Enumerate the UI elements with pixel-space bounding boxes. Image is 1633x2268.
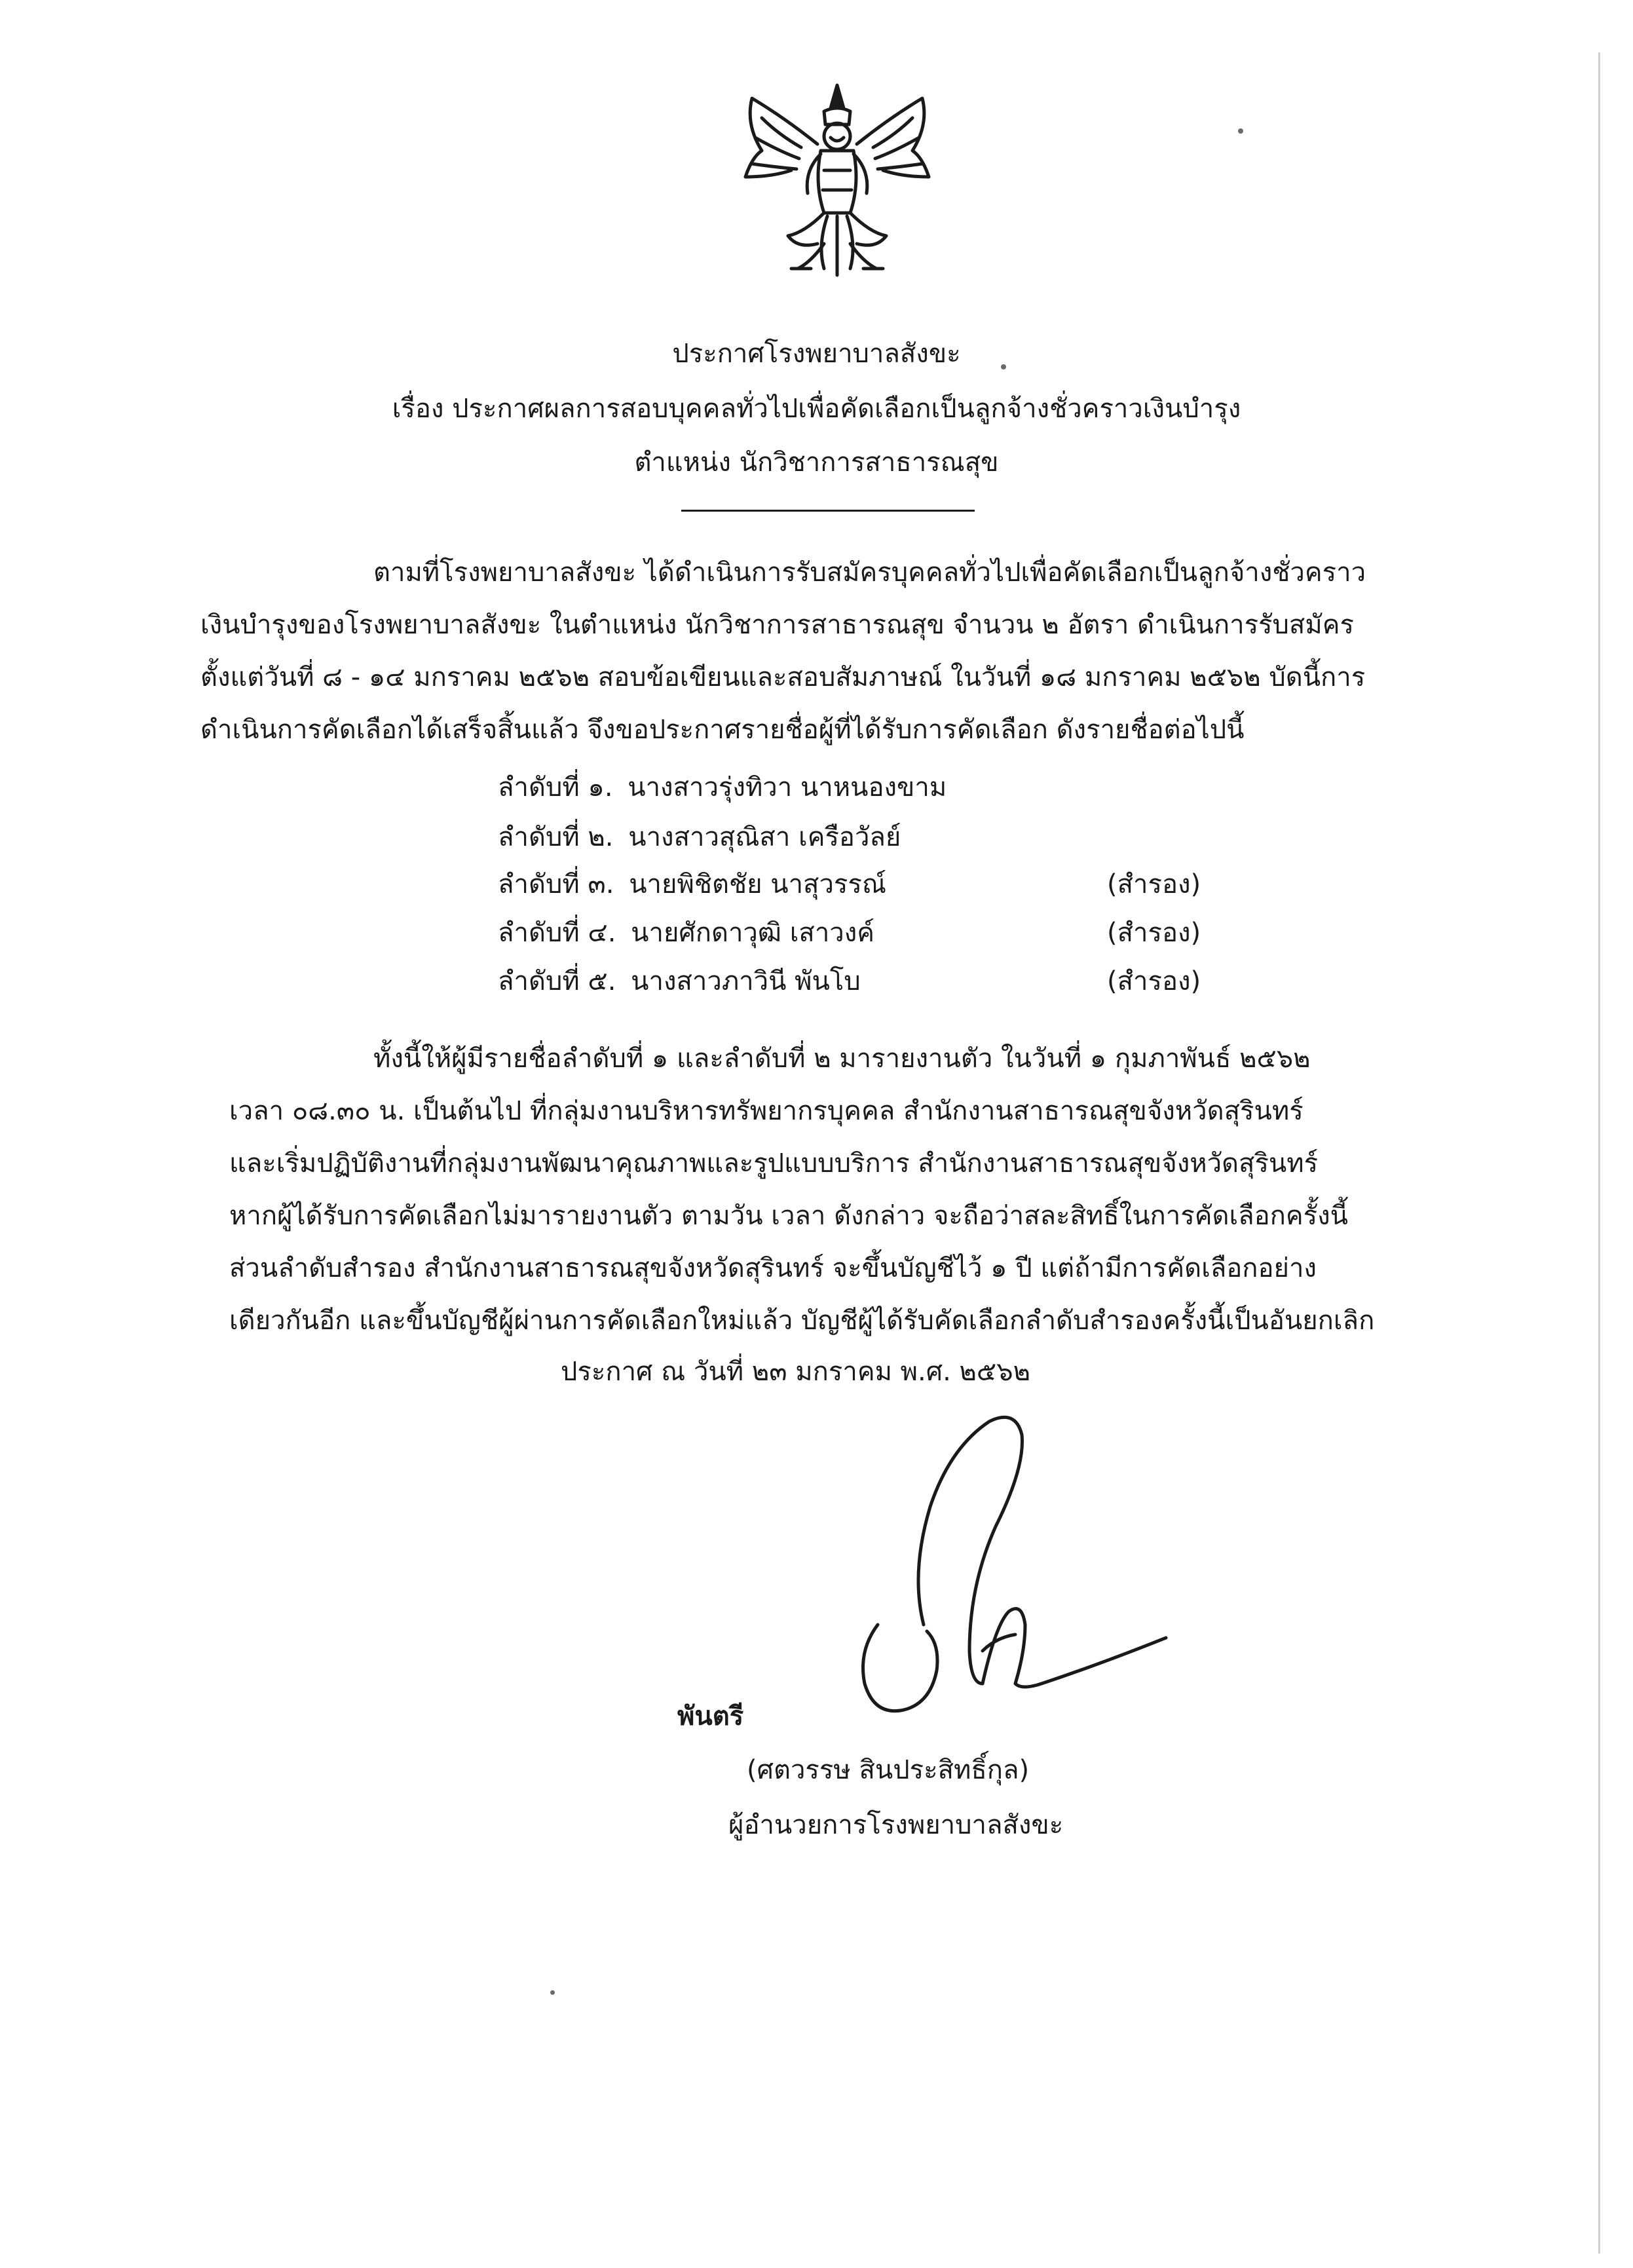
signatory-name: (ศตวรรษ สินประสิทธิ์กุล) (747, 1755, 1030, 1785)
list-item (498, 818, 901, 857)
candidate-note: (สำรอง) (1107, 918, 1201, 948)
scan-speck (550, 1990, 555, 1995)
intro-line-3: ตั้งแต่วันที่ ๘ - ๑๔ มกราคม ๒๕๖๒ สอบข้อเขียนและสอบสัมภาษณ์ ในวันที่ ๑๘ มกราคม ๒๕๖๒ บัดนี้การ (200, 662, 1366, 692)
candidate-order: ลำดับที่ ๔. (498, 918, 616, 948)
signatory-rank: พันตรี (677, 1701, 744, 1731)
instructions-line-5: ส่วนลำดับสำรอง สำนักงานสาธารณสุขจังหวัดสุรินทร์ จะขึ้นบัญชีไว้ ๑ ปี แต่ถ้ามีการคัดเลือกอย่าง (229, 1253, 1317, 1283)
instructions-line-1: ทั้งนี้ให้ผู้มีรายชื่อลำดับที่ ๑ และลำดับที่ ๒ มารายงานตัว ในวันที่ ๑ กุมภาพันธ์ ๒๕๖๒ (373, 1044, 1311, 1074)
signatory-title: ผู้อำนวยการโรงพยาบาลสังขะ (728, 1810, 1064, 1840)
garuda-emblem-icon (726, 72, 948, 295)
candidate-order: ลำดับที่ ๕. (498, 966, 616, 996)
scan-edge-line (1598, 52, 1600, 2254)
list-item (498, 913, 874, 953)
candidate-name: นายพิชิตชัย นาสุวรรณ์ (629, 869, 886, 899)
header-subject: เรื่อง ประกาศผลการสอบบุคคลทั่วไปเพื่อคัดเลือกเป็นลูกจ้างชั่วคราวเงินบำรุง (392, 394, 1241, 424)
instructions-line-2: เวลา ๐๘.๓๐ น. เป็นต้นไป ที่กลุ่มงานบริหารทรัพยากรบุคคล สำนักงานสาธารณสุขจังหวัดสุรินทร์ (229, 1096, 1304, 1126)
instructions-line-3: และเริ่มปฏิบัติงานที่กลุ่มงานพัฒนาคุณภาพและรูปแบบบริการ สำนักงานสาธารณสุขจังหวัดสุรินทร์ (229, 1148, 1319, 1179)
candidate-order: ลำดับที่ ๑. (498, 772, 613, 803)
intro-line-2: เงินบำรุงของโรงพยาบาลสังขะ ในตำแหน่ง นักวิชาการสาธารณสุข จำนวน ๒ อัตรา ดำเนินการรับสมัคร (200, 610, 1354, 640)
scan-speck (1001, 364, 1006, 369)
announcement-date: ประกาศ ณ วันที่ ๒๓ มกราคม พ.ศ. ๒๕๖๒ (561, 1357, 1030, 1387)
scan-speck (1238, 128, 1243, 134)
list-item (498, 962, 861, 1001)
instructions-line-4: หากผู้ได้รับการคัดเลือกไม่มารายงานตัว ตามวัน เวลา ดังกล่าว จะถือว่าสละสิทธิ์ในการคัดเลือกครั้งนี้ (229, 1201, 1348, 1231)
intro-line-4: ดำเนินการคัดเลือกได้เสร็จสิ้นแล้ว จึงขอประกาศรายชื่อผู้ที่ได้รับการคัดเลือก ดังรายชื่อต่อไปนี้ (200, 715, 1245, 745)
candidate-note: (สำรอง) (1107, 966, 1201, 996)
header-divider (681, 510, 975, 512)
list-item (498, 865, 886, 904)
intro-line-1: ตามที่โรงพยาบาลสังขะ ได้ดำเนินการรับสมัครบุคคลทั่วไปเพื่อคัดเลือกเป็นลูกจ้างชั่วคราว (373, 558, 1366, 588)
signature-drawing (799, 1376, 1205, 1769)
header-position: ตำแหน่ง นักวิชาการสาธารณสุข (634, 447, 999, 478)
candidate-name: นายศักดาวุฒิ เสาวงค์ (631, 918, 875, 948)
candidate-name: นางสาวรุ่งทิวา นาหนองขาม (628, 772, 947, 803)
candidate-name: นางสาวสุณิสา เครือวัลย์ (628, 822, 901, 852)
instructions-line-6: เดียวกันอีก และขึ้นบัญชีผู้ผ่านการคัดเลือกใหม่แล้ว บัญชีผู้ได้รับคัดเลือกลำดับสำรองครั้งนี้เป็นอันยกเลิก (229, 1306, 1375, 1336)
candidate-order: ลำดับที่ ๒. (498, 822, 614, 852)
header-institution: ประกาศโรงพยาบาลสังขะ (672, 339, 961, 369)
candidate-order: ลำดับที่ ๓. (498, 869, 614, 899)
candidate-name: นางสาวภาวินี พันโบ (631, 966, 861, 996)
candidate-note: (สำรอง) (1107, 869, 1201, 899)
list-item (498, 768, 947, 807)
